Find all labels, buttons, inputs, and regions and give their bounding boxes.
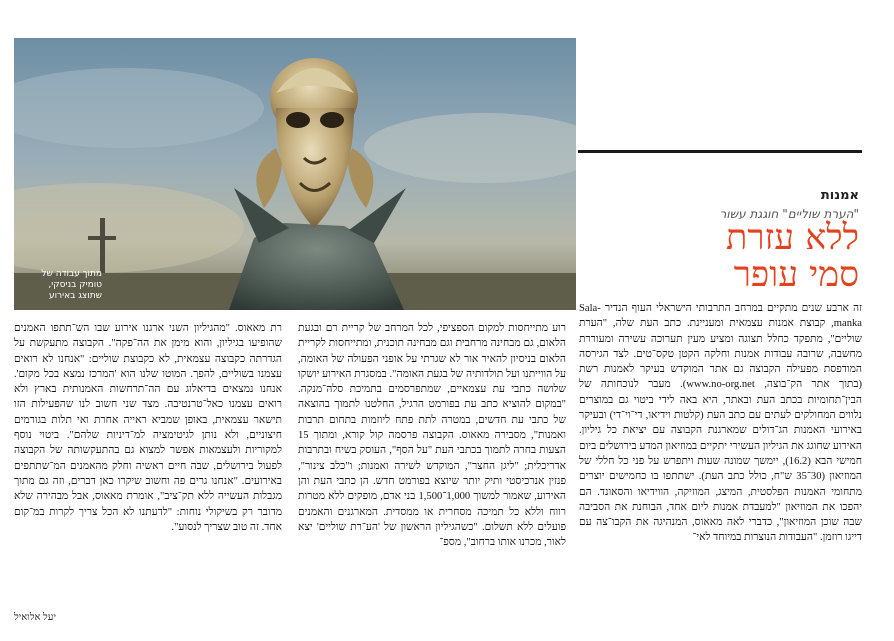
section-rule (578, 150, 862, 153)
article-column-left (14, 321, 282, 626)
article-text: זה ארבע שנים מתקיים במרחב התרבותי הישראלי העוף הנדיר Sala-manka, קבוצת אמנות עצמאית ומעניינת. כתב העת שלה, "הערת שוליים", מתפקד כחלל תצוגה ומציע מעין תערוכה עשירה ומעוררת מחשבה, שרובה עבודות אמנות וחלקה הקטן טקס־טים. לצד הגירסה המודפסת מפעילה הקבוצה גם אתר המוקדש בעיקר לאמנות רשת (בתוך אתר הק־בוצה, www.no-org.net). מעבר לנוכחותה של הבין־תחומיות בכתב העת ובאתר, היא באה לידי ביטוי גם במוצרים נלווים המחולקים לעתים עם כתב העת (קלטות וידיאו, די־וי־די) ובעיקר באירועי האמנות הג־דולים שמארגנת הקבוצה עם יציאת כל גיליון. האירוע שחוגג את הגיליון העשירי יתקיים במוזיאון המדע בירושלים ביום חמישי הבא (16.2), יימשך שמונה שעות ויתפרש על פני כל חללי של המוזיאון (30־35 ש"ח, כולל כתב העת). ישתתפו בו כחמישים יוצרים מתחומי האמנות הפלסטית, המיצג, המוזיקה, הווידיאו והסאונד. הם יהפכו את המוזיאון "למעבדת אמנות ליום אחד, הבוחנת את הסביבה שבה שוכן המוזיאון", כדברי לאה מאאוס, המנהיגה את הקבו־צה עם דייגו רוזמן. "העבודות הנוצרות במיוחד לאי־ (579, 303, 862, 544)
category-label: אמנות (820, 188, 859, 203)
article-photo (14, 38, 576, 310)
article-text: רת מאאוס. "מהגיליון השני ארגנו אירוע שבו הש־תתפו האמנים שהופיעו בגיליון, והוא מימן את הה־פקה". הקבוצה מתעקשת על הגדרתה כקבוצה עצמאית, לא כקבוצת שוליים: "אנחנו לא רואים עצמנו בשוליים, להפך. המוטו שלנו הוא 'המרכז נמצא בכל מקום'. אנחנו נמצאים בדיאלוג עם הה־תרחשות האמנותית בארץ ולא רואים עצמנו כאל־טרנטיבה. מצד שני חשוב לנו שהפעילות הזו תישאר עצמאית, באופן שמביא ראייה אחרת ואי תלות בגורמים חיצוניים, ולא נותן לגיטימציה למ־דיניות שלהם". ביטוי נוסף למקוריות ולעצמאות אפשר למצוא גם בהתעקשותה של הקבוצה לפעול בירושלים, שבה חיים ראשיה וחלק מהאמנים המ־שתתפים באירועים. "אנחנו גרים פה וחשוב שיקרו כאן דברים, וזה גם מתוך מגבלות העשייה ללא תק־ציב", אומרת מאאוס, אבל מבהירה שלא מדובר רק בשיקולי נוחות: "לדעתנו לא הכל צריך לקרות במ־קום אחד. זה טוב שצריך לנסוע". (14, 323, 282, 533)
section-logo-graphic (694, 100, 860, 138)
article-column-right (579, 301, 862, 641)
section-logo (694, 100, 860, 138)
photo-credit: מתוך עבודה של טומיק בניסקי, שתוצג באירוע (41, 269, 102, 301)
article-column-middle (298, 321, 566, 641)
headline (600, 220, 859, 294)
subkicker: "הערת שוליים" חוגגת עשור (719, 207, 859, 221)
headline-line: ללא עזרת (726, 218, 859, 258)
article-text: רוע מתייחסות למקום הספציפי, לכל המרחב של קריית רם ובגעת הלאום, גם מבחינה מרחבית וגם מבחינה תוכנית, ומתייחסות לקריית הלאום בניסיון להאיר אור לא שגרתי על אופני הפעולה של האומה, על הווייתנו ועל תולדותיה של בגעת האומה". במסגרת האירוע יושקו שלושה כתבי עת עצמאיים, שמתפרסמים בתמיכת סלה־מנקה. "במקום להוציא כתב עת בפורמט הרגיל, החלטנו לתמוך בהוצאה של כתבי עת חדשים, במטרה לתת פתח ליוזמות בתחום תרבות ואמנות", מסבירה מאאוס. הקבוצה פרסמה קול קורא, ומתוך 15 הצעות בחרה לתמוך בכתבי העת "על הסף", העוסק בשיח ובתרבות אדריכלית; "ליגן החצר", המוקדש לשירה ואמנות; ו"כלב צינור", פנזין אנרכיסטי ותיק יותר שיוצא בפורמט חדש. הן כתבי העת והן האירוע, שאמור למשוך 1,000־1,500 בני אדם, מופקים ללא מטרות רווח וללא כל תמיכה מסחרית או ממסדית. המארגנים והאמנים פועלים ללא תשלום. "כשהגיליון הראשון של 'הע־רת שוליים' יצא לאור, מכרנו אותו ברחוב", מספ־ (298, 323, 566, 549)
headline-line: סמי עופר (733, 255, 859, 295)
byline: יעל אלואיל (14, 612, 56, 623)
